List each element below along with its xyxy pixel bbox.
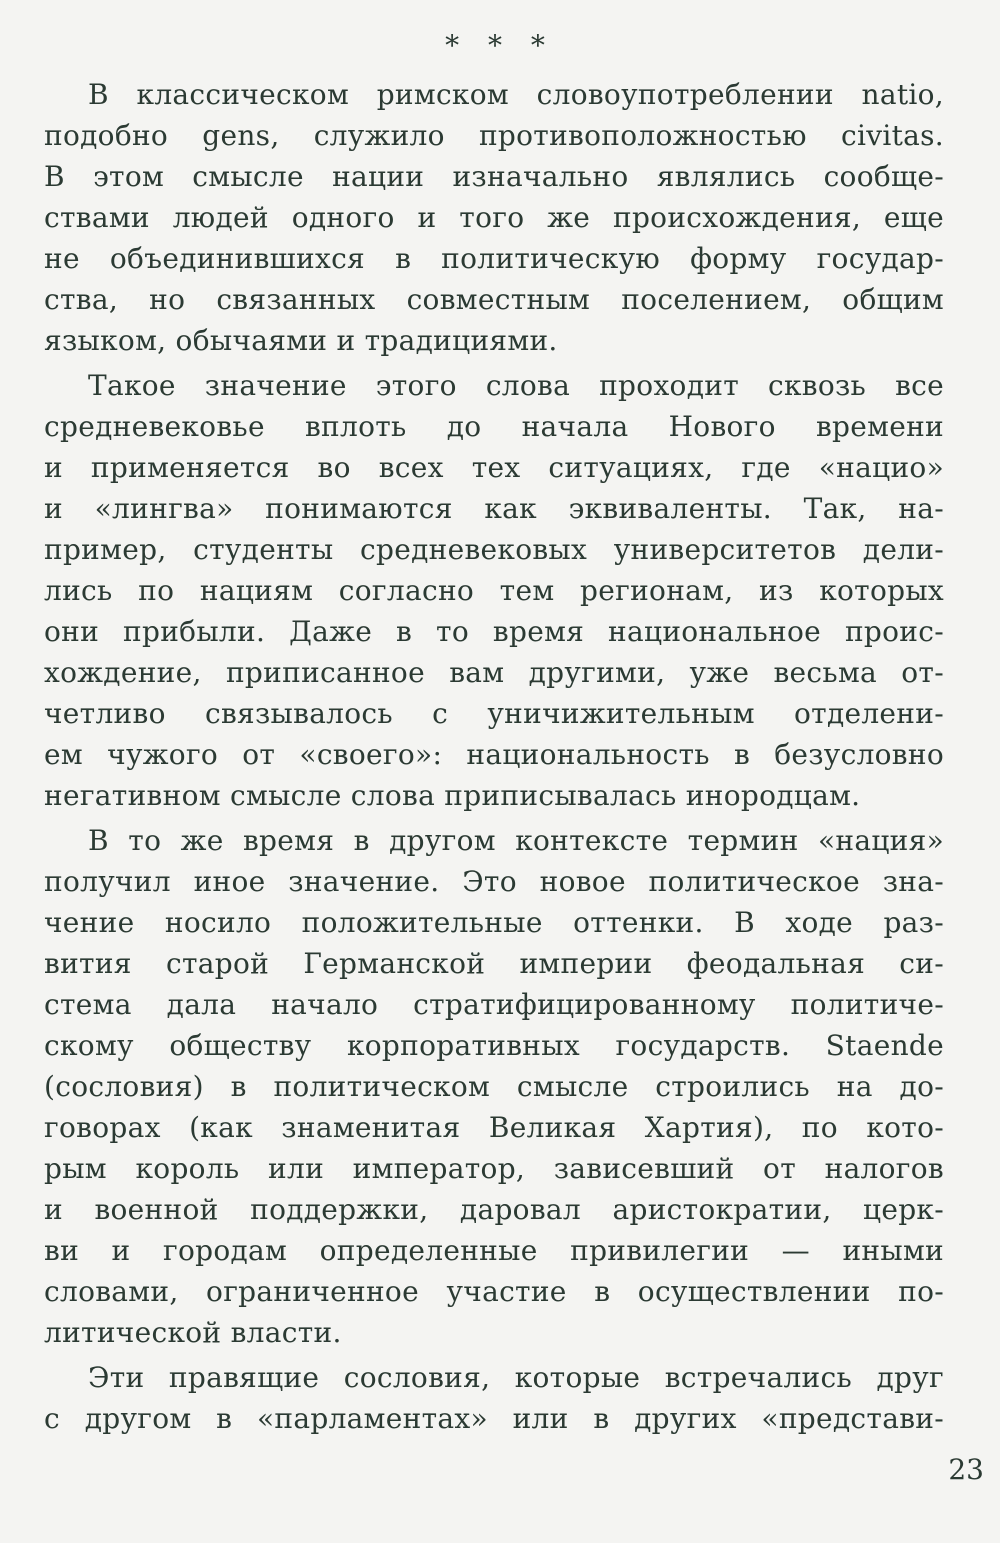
text-line: В этом смысле нации изначально являлись сообще-: [44, 160, 944, 193]
text-line: Эти правящие сословия, которые встречались друг: [88, 1361, 944, 1394]
text-line: литической власти.: [44, 1316, 342, 1349]
text-line: негативном смысле слова приписывалась инородцам.: [44, 779, 861, 812]
text-line: чение носило положительные оттенки. В ходе раз-: [44, 906, 944, 939]
text-line: они прибыли. Даже в то время национальное проис-: [44, 615, 944, 648]
text-line: рым король или император, зависевший от налогов: [44, 1152, 944, 1185]
text-line: пример, студенты средневековых университетов дели-: [44, 533, 944, 566]
paragraph-3: [44, 820, 944, 1353]
text-line: скому обществу корпоративных государств. Staende: [44, 1029, 944, 1062]
body-text: [44, 74, 944, 1439]
text-line: с другом в «парламентах» или в других «представи-: [44, 1402, 944, 1435]
text-line: четливо связывалось с уничижительным отделени-: [44, 697, 944, 730]
text-line: стема дала начало стратифицированному политиче-: [44, 988, 944, 1021]
text-line: лись по нациям согласно тем регионам, из которых: [44, 574, 944, 607]
text-line: и «лингва» понимаются как эквиваленты. Так, на-: [44, 492, 944, 525]
paragraph-1: [44, 74, 944, 361]
text-line: ви и городам определенные привилегии — иными: [44, 1234, 944, 1267]
page-number: 23: [948, 1453, 984, 1486]
text-line: В то же время в другом контексте термин «нация»: [88, 824, 944, 857]
text-line: языком, обычаями и традициями.: [44, 324, 558, 357]
paragraph-4: [44, 1357, 944, 1439]
text-line: подобно gens, служило противоположностью civitas.: [44, 119, 944, 152]
text-line: и применяется во всех тех ситуациях, где «нацио»: [44, 451, 944, 484]
text-line: ем чужого от «своего»: национальность в безусловно: [44, 738, 944, 771]
paragraph-2: [44, 365, 944, 816]
text-line: не объединившихся в политическую форму государ-: [44, 242, 944, 275]
text-line: ства, но связанных совместным поселением, общим: [44, 283, 944, 316]
text-line: говорах (как знаменитая Великая Хартия), по кото-: [44, 1111, 944, 1144]
text-line: хождение, приписанное вам другими, уже весьма от-: [44, 656, 944, 689]
text-line: Такое значение этого слова проходит сквозь все: [88, 369, 944, 402]
text-line: В классическом римском словоупотреблении natio,: [88, 78, 944, 111]
text-line: и военной поддержки, даровал аристократии, церк-: [44, 1193, 944, 1226]
text-line: (сословия) в политическом смысле строились на до-: [44, 1070, 944, 1103]
text-line: словами, ограниченное участие в осуществлении по-: [44, 1275, 944, 1308]
text-line: получил иное значение. Это новое политическое зна-: [44, 865, 944, 898]
text-line: вития старой Германской империи феодальная си-: [44, 947, 944, 980]
text-line: средневековье вплоть до начала Нового времени: [44, 410, 944, 443]
text-line: ствами людей одного и того же происхождения, еще: [44, 201, 944, 234]
section-separator: * * *: [445, 29, 555, 62]
